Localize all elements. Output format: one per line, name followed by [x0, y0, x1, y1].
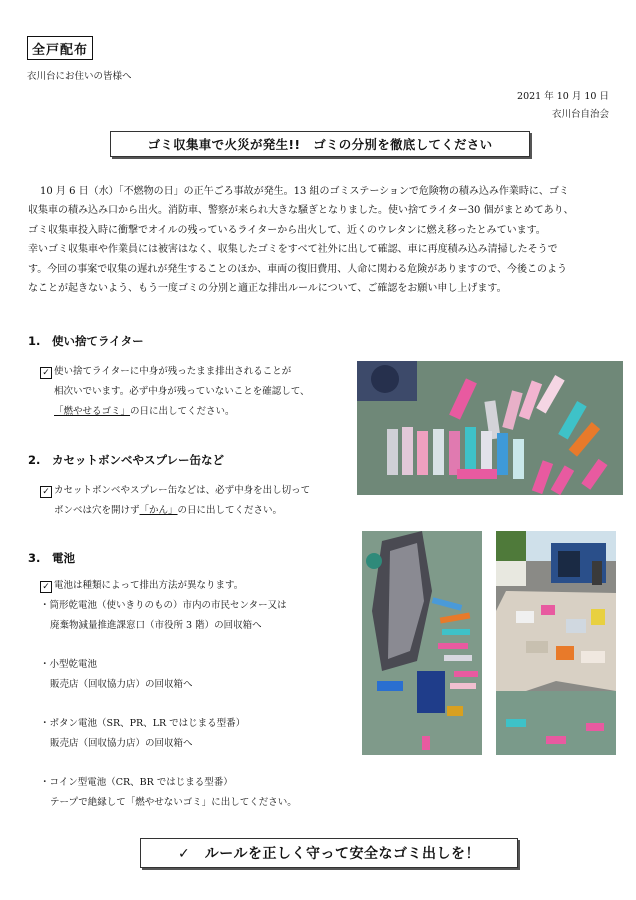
underlined-term: 「かん」 [139, 505, 178, 516]
greeting: 衣川台にお住いの皆様へ [27, 71, 132, 82]
underlined-term: 「燃やせるゴミ」 [54, 406, 131, 417]
battery-detail: テープで絶縁して「燃やせないゴミ」に出してください。 [50, 797, 297, 808]
section-body-lighter [40, 362, 350, 422]
section-body-canisters [40, 481, 355, 521]
section-body-batteries [40, 578, 350, 594]
checkbox-icon: ✓ [40, 581, 52, 593]
photo-burnt-debris-image [362, 531, 482, 755]
checkbox-icon: ✓ [40, 486, 52, 498]
intro-line: 収集車の積み込み口から出火。消防車、警察が来られ大きな騒ぎとなりました。使い捨てライター30 個がまとめてあり、 [28, 205, 574, 217]
battery-item [40, 773, 352, 813]
battery-title: ・コイン型電池（CR、BR ではじまる型番） [40, 777, 233, 788]
date: 2021 年 10 月 10 日 [517, 91, 609, 102]
section-title: カセットボンベやスプレー缶など [52, 453, 225, 467]
photo-lighters [357, 361, 623, 495]
photo-burnt-debris [362, 531, 482, 755]
section-heading-canisters [28, 452, 224, 468]
intro-line: 幸いゴミ収集車や作業員には被害はなく、収集したゴミをすべて社外に出して確認、車に再度積み込み清掃したそうで [28, 244, 558, 256]
issuer: 衣川台自治会 [551, 109, 609, 120]
section-heading-lighter [28, 333, 144, 349]
section-number: 3. [28, 551, 41, 565]
text-line: の日に出してください。 [130, 406, 235, 417]
text-line: カセットボンベやスプレー缶などは、必ず中身を出し切って [54, 485, 311, 496]
checkbox-icon: ✓ [40, 367, 52, 379]
battery-detail: 販売店（回収協力店）の回収箱へ [50, 738, 193, 749]
text-line: 使い捨てライターに中身が残ったまま排出されることが [54, 366, 292, 377]
section-heading-batteries [28, 550, 75, 566]
page-title: ゴミ収集車で火災が発生!! ゴミの分別を徹底してください [110, 131, 530, 157]
section-number: 2. [28, 453, 41, 467]
intro-line: 10 月 6 日（水）「不燃物の日」の正午ごろ事故が発生。13 組のゴミステーションで危険物の積み込み作業時に、ゴミ [40, 186, 569, 197]
section-title: 使い捨てライター [52, 334, 144, 348]
intro-line: なことが起きないよう、もう一度ゴミの分別と適正な排出ルールについて、ご確認をお願い申し上げます。 [28, 283, 507, 295]
intro-line: ゴミ収集車投入時に衝撃でオイルの残っているライターから出火して、近くのウレタンに燃え移ったとみています。 [28, 224, 546, 236]
battery-item [40, 596, 352, 636]
text-line: の日に出してください。 [177, 505, 283, 516]
distribution-badge: 全戸配布 [27, 36, 93, 60]
section-title: 電池 [52, 551, 75, 565]
text-line: 電池は種類によって排出方法が異なります。 [54, 580, 244, 591]
text-line: 相次いでいます。必ず中身が残っていないことを確認して、 [54, 386, 310, 397]
photo-lighters-image [357, 361, 623, 495]
battery-title: ・ボタン電池（SR、PR、LR ではじまる型番） [40, 718, 246, 729]
section-number: 1. [28, 334, 41, 348]
battery-title: ・小型乾電池 [40, 659, 98, 670]
photo-collection-truck [496, 531, 616, 755]
battery-title: ・筒形乾電池（使いきりのもの）市内の市民センター又は [40, 600, 287, 611]
battery-detail: 販売店（回収協力店）の回収箱へ [50, 679, 193, 690]
photo-collection-truck-image [496, 531, 616, 755]
battery-item [40, 655, 352, 695]
battery-item [40, 714, 352, 754]
text-line: ボンベは穴を開けず [54, 505, 140, 516]
footer-banner: ✓ ルールを正しく守って安全なゴミ出しを！ [140, 838, 518, 868]
intro-paragraph [28, 182, 610, 298]
battery-detail: 廃棄物減量推進課窓口（市役所 3 階）の回収箱へ [50, 620, 262, 631]
intro-line: す。今回の事案で収集の遅れが発生することのほか、車両の復旧費用、人命に関わる危険がありますので、今後このよう [28, 263, 567, 275]
